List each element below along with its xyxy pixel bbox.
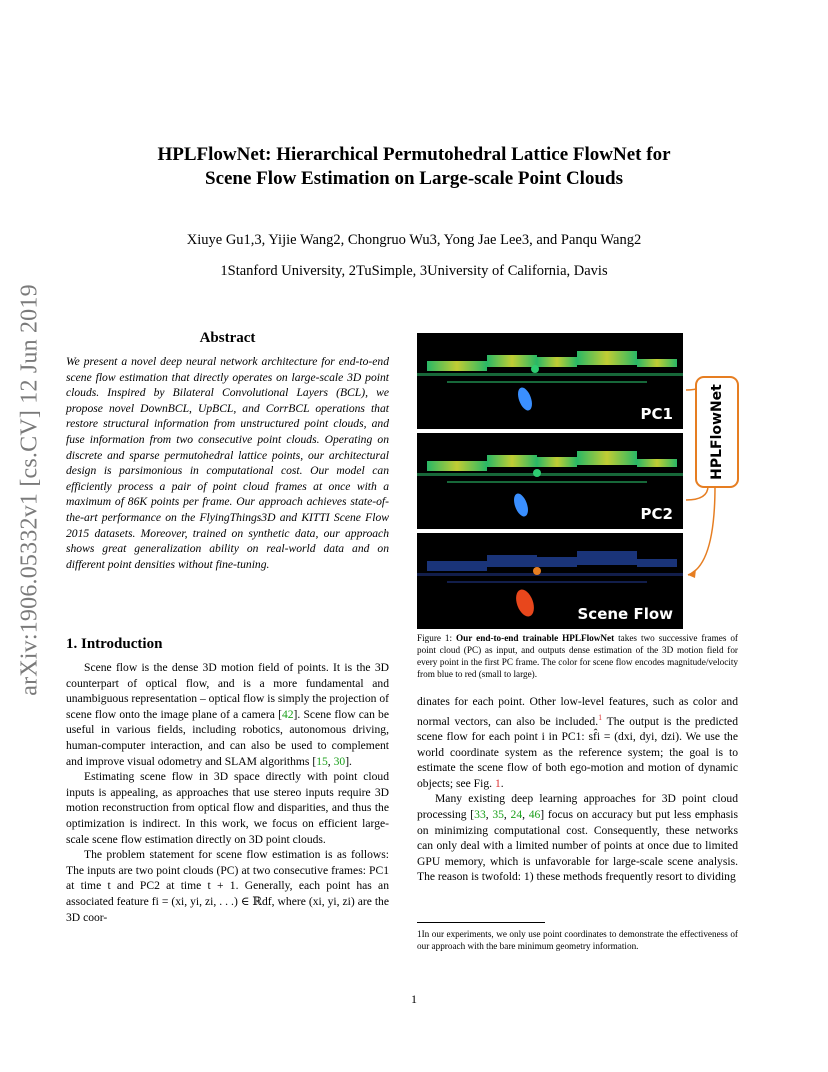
intro-paragraph-3: The problem statement for scene flow estimation is as follows: The inputs are two point clouds (PC) at two consecutive frames: PC1 at time t and PC2 at time t + 1. Generally, each point has an associated feature fi = (xi, yi, zi, . . .) ∈ ℝdf, where (xi, yi, zi) are the 3D coor- [66, 848, 389, 924]
pc2-label: PC2 [640, 505, 673, 523]
section-heading: 1. Introduction [66, 636, 163, 652]
abstract-text: We present a novel deep neural network architecture for end-to-end scene flow estimation that directly operates on large-scale 3D point clouds. Inspired by Bilateral Convolutional Layers (BCL), we propose novel DownBCL, UpBCL, and CorrBCL operations that restore structural information from unstructured point clouds, and fuse information from two consecutive point clouds. Operating on discrete and sparse permutohedral lattice points, our architectural design is parsimonious in computational cost. Our model can efficiently process a pair of point cloud frames at once with a maximum of 86K points per frame. Our approach achieves state-of-the-art performance on the FlyingThings3D and KITTI Scene Flow 2015 datasets. Moreover, trained on synthetic data, our approach shows great generalization ability on real-world data and on different point densities without fine-tuning. [66, 355, 389, 571]
citation-link[interactable]: 33 [474, 808, 486, 822]
intro-paragraph-2: Estimating scene flow in 3D space directly with point cloud inputs is appealing, as approaches that use stereo inputs require 3D motion reconstruction from optical flow and disparities, and thus the optimization is indirect. In this work, we focus on efficient large-scale scene flow estimation directly on 3D point clouds. [66, 770, 389, 846]
paper-title [100, 143, 728, 191]
figure-caption: Figure 1: Our end-to-end trainable HPLFlowNet takes two successive frames of point cloud (PC) as input, and outputs dense estimation of the 3D motion field for every point in the first PC frame. The color for scene flow encodes magnitude/velocity from blue to red (small to large). [417, 633, 738, 679]
footnote-mark[interactable]: 1 [598, 712, 603, 722]
citation-link[interactable]: 15 [316, 754, 328, 768]
right-column-body [417, 694, 738, 885]
abstract-heading: Abstract [199, 330, 256, 346]
citation-link[interactable]: 35 [492, 808, 504, 822]
title-line-1: HPLFlowNet: Hierarchical Permutohedral Lattice FlowNet for [157, 144, 671, 165]
hplflownet-box: HPLFlowNet [695, 376, 739, 488]
intro-paragraph-4: dinates for each point. Other low-level features, such as color and normal vectors, can also be included.$^1$ The output is the predicted scene flow for each point i in PC1: sf̂i = (dxi, dyi, dzi). We use the world coordinate system as the reference system; the goal is to estimate the scene flow of both ego-motion and motion of dynamic objects; see Fig. 1. [417, 695, 738, 790]
pc1-panel [417, 333, 683, 429]
citation-link[interactable]: 30 [333, 754, 346, 768]
title-line-2: Scene Flow Estimation on Large-scale Point Clouds [205, 168, 623, 189]
intro-paragraph-5: Many existing deep learning approaches for 3D point cloud processing [33, 35, 24, 46] focus on accuracy but put less emphasis on minimizing computational cost. Consequently, these networks can only deal with a limited number of points at once due to limited GPU memory, which is unfavorable for large-scale scene analysis. The reason is twofold: 1) these methods frequently resort to dividing [417, 792, 739, 884]
footnote-rule [417, 922, 545, 923]
authors: Xiuye Gu1,3, Yijie Wang2, Chongruo Wu3, Yong Jae Lee3, and Panqu Wang2 [186, 232, 642, 248]
citation-link[interactable]: 46 [528, 808, 541, 822]
scene-flow-label: Scene Flow [577, 605, 673, 623]
arxiv-stamp: arXiv:1906.05332v1 [cs.CV] 12 Jun 2019 [16, 284, 43, 696]
pc2-panel [417, 433, 683, 529]
citation-link[interactable]: 42 [281, 707, 294, 721]
figure-1 [417, 333, 683, 629]
figure-link[interactable]: 1 [494, 776, 501, 790]
intro-paragraph-1: Scene flow is the dense 3D motion field of points. It is the 3D counterpart of optical flow, and is a more fundamental and unambiguous representation – optical flow is simply the projection of scene flow onto the image plane of a camera [42]. Scene flow can be useful in various fields, including robotics, autonomous driving, human-computer interaction, and can also be used to complement and improve visual odometry and SLAM algorithms [15, 30]. [66, 661, 389, 768]
citation-link[interactable]: 24 [510, 808, 523, 822]
pc1-label: PC1 [640, 405, 673, 423]
left-column-body [66, 660, 389, 925]
footnote-text: 1In our experiments, we only use point coordinates to demonstrate the effectiveness of our approach with the bare minimum geometry information. [417, 929, 738, 951]
page-number: 1 [411, 992, 417, 1006]
scene-flow-panel [417, 533, 683, 629]
affiliations: 1Stanford University, 2TuSimple, 3University of California, Davis [220, 263, 608, 279]
